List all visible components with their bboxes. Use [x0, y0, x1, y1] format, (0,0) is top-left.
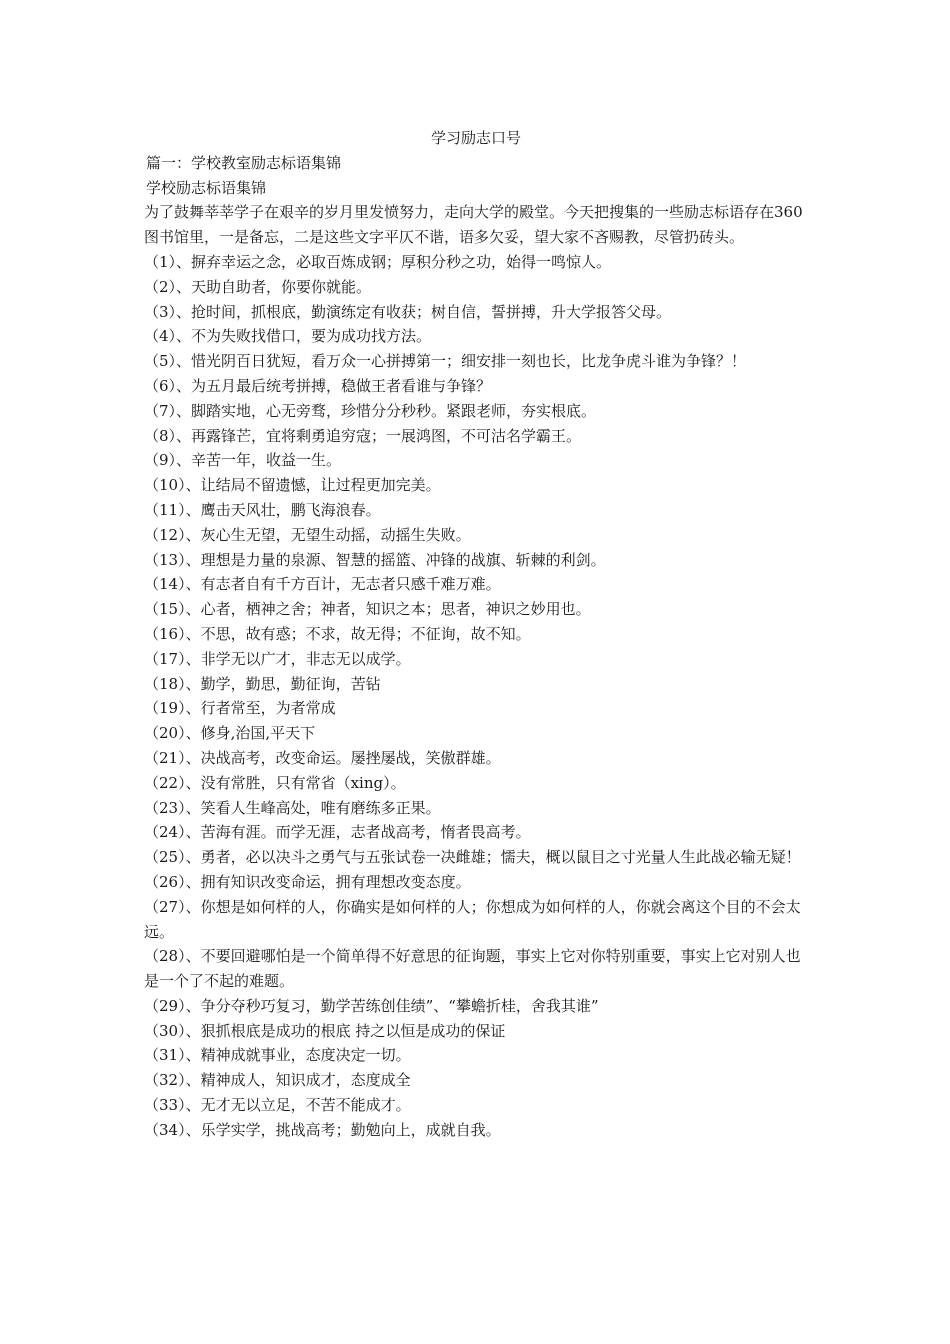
list-item: （23）、笑看人生峰高处，唯有磨练多正果。: [144, 798, 441, 817]
list-item: （2）、天助自助者，你要你就能。: [144, 277, 372, 296]
list-item: （19）、行者常至，为者常成: [144, 699, 336, 718]
list-item: （15）、心者，栖神之舍；神者，知识之本；思者，神识之妙用也。: [144, 600, 591, 619]
list-item: （1）、摒弃幸运之念，必取百炼成钢；厚积分秒之功，始得一鸣惊人。: [144, 252, 612, 271]
list-item: （32）、精神成人，知识成才，态度成全: [144, 1071, 411, 1090]
list-item: （12）、灰心生无望，无望生动摇，动摇生失败。: [144, 525, 471, 544]
list-item: （33）、无才无以立足，不苦不能成才。: [144, 1096, 411, 1115]
list-item: （16）、不思，故有惑；不求，故无得；不征询，故不知。: [144, 624, 531, 643]
sub-heading: 学校励志标语集锦: [146, 178, 267, 197]
list-item: （18）、勤学，勤思，勤征询，苦钻: [144, 674, 381, 693]
list-item: （10）、让结局不留遗憾，让过程更加完美。: [144, 476, 441, 495]
list-item: （31）、精神成就事业，态度决定一切。: [144, 1046, 411, 1065]
list-item: （14）、有志者自有千方百计，无志者只感千难万难。: [144, 575, 501, 594]
list-item: （5）、惜光阴百日犹短，看万众一心拼搏第一；细安排一刻也长，比龙争虎斗谁为争锋？！: [144, 352, 747, 371]
list-item: （6）、为五月最后统考拼搏，稳做王者看谁与争锋？: [144, 376, 492, 395]
document-title: 学习励志口号: [430, 129, 521, 147]
list-item: （30）、狠抓根底是成功的根底 持之以恒是成功的保证: [144, 1021, 506, 1040]
list-item: （11）、鹰击天风壮，鹏飞海浪春。: [144, 500, 381, 519]
list-item: （17）、非学无以广才，非志无以成学。: [144, 649, 411, 668]
list-item: （7）、脚踏实地，心无旁骛，珍惜分分秒秒。紧跟老师，夯实根底。: [144, 401, 597, 420]
section-heading: 篇一：学校教室励志标语集锦: [146, 153, 342, 172]
list-item: （26）、拥有知识改变命运，拥有理想改变态度。: [144, 872, 471, 891]
list-item: （28）、不要回避哪怕是一个简单得不好意思的征询题，事实上它对你特别重要，事实上它对别人也是一个了不起的难题。: [144, 947, 801, 991]
list-item: （22）、没有常胜，只有常省（xing）。: [144, 773, 406, 792]
list-item: （20）、修身,治国,平天下: [144, 724, 316, 743]
list-item: （9）、辛苦一年，收益一生。: [144, 451, 342, 470]
list-item: （27）、你想是如何样的人，你确实是如何样的人；你想成为如何样的人，你就会离这个目的不会太远。: [144, 897, 801, 941]
intro-paragraph: 为了鼓舞莘莘学子在艰辛的岁月里发愤努力，走向大学的殿堂。今天把搜集的一些励志标语存在360图书馆里，一是备忘，二是这些文字平仄不谐，语多欠妥，望大家不吝赐教，尽管扔砖头。: [144, 203, 803, 247]
list-item: （4）、不为失败找借口，要为成功找方法。: [144, 327, 432, 346]
list-item: （25）、勇者，必以决斗之勇气与五张试卷一决雌雄；懦夫，概以鼠目之寸光量人生此战必输无疑！: [144, 848, 801, 867]
list-item: （29）、争分夺秒巧复习，勤学苦练创佳绩”、“攀蟾折桂，舍我其谁”: [144, 996, 599, 1015]
slogan-list: [144, 250, 808, 1143]
list-item: （34）、乐学实学，挑战高考；勤勉向上，成就自我。: [144, 1120, 501, 1139]
list-item: （13）、理想是力量的泉源、智慧的摇篮、冲锋的战旗、斩棘的利剑。: [144, 550, 606, 569]
list-item: （8）、再露锋芒，宜将剩勇追穷寇；一展鸿图，不可沽名学霸王。: [144, 426, 582, 445]
document-body: [144, 126, 808, 1143]
list-item: （24）、苦海有涯。而学无涯，志者战高考，惰者畏高考。: [144, 823, 531, 842]
list-item: （21）、决战高考，改变命运。屡挫屡战，笑傲群雄。: [144, 748, 501, 767]
list-item: （3）、抢时间，抓根底，勤演练定有收获；树自信，誓拼搏，升大学报答父母。: [144, 302, 672, 321]
